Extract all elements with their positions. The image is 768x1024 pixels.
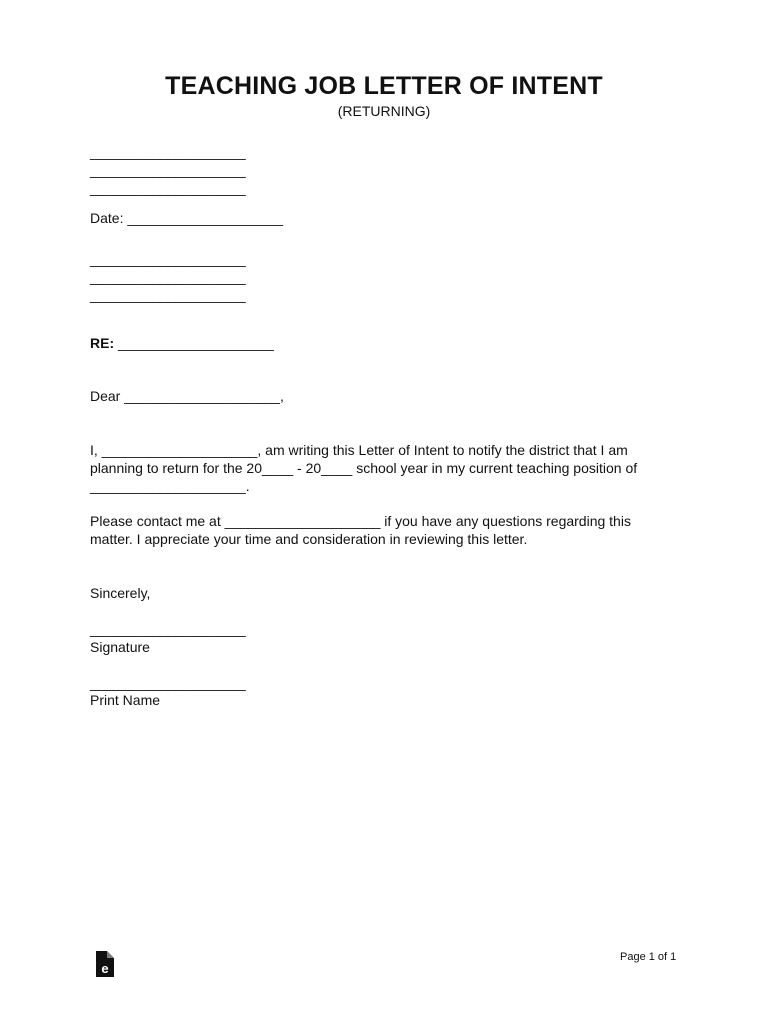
document-title: TEACHING JOB LETTER OF INTENT (165, 72, 603, 100)
salutation: Dear ____________________, (90, 388, 284, 404)
re-label: RE: (90, 335, 115, 351)
paragraph-intent: I, ____________________, am writing this Letter of Intent to notify the district that I am planning to return for the 20____ - 20____ school year in my current teaching position of ____________________. (90, 442, 638, 494)
recipient-line-1: ____________________ (90, 251, 246, 267)
sender-line-2: ____________________ (90, 162, 246, 178)
signature-line: ____________________ (90, 621, 246, 637)
page-number: Page 1 of 1 (620, 951, 677, 963)
recipient-line-3: ____________________ (90, 287, 246, 303)
print-name-label: Print Name (90, 692, 161, 708)
re-blank: ____________________ (114, 335, 274, 351)
recipient-line-2: ____________________ (90, 269, 246, 285)
date-line: Date: ____________________ (90, 210, 284, 226)
eforms-logo-icon (94, 951, 114, 977)
re-line (90, 334, 274, 352)
paragraph-contact: Please contact me at ____________________ if you have any questions regarding this matter. I appreciate your time and consideration in reviewing this letter. (90, 513, 631, 547)
svg-text:e: e (101, 961, 109, 976)
sender-line-1: ____________________ (90, 144, 246, 160)
sender-line-3: ____________________ (90, 180, 246, 196)
closing: Sincerely, (90, 585, 151, 601)
document-subtitle: (RETURNING) (337, 103, 431, 119)
print-name-line: ____________________ (90, 675, 246, 691)
signature-label: Signature (90, 639, 150, 655)
